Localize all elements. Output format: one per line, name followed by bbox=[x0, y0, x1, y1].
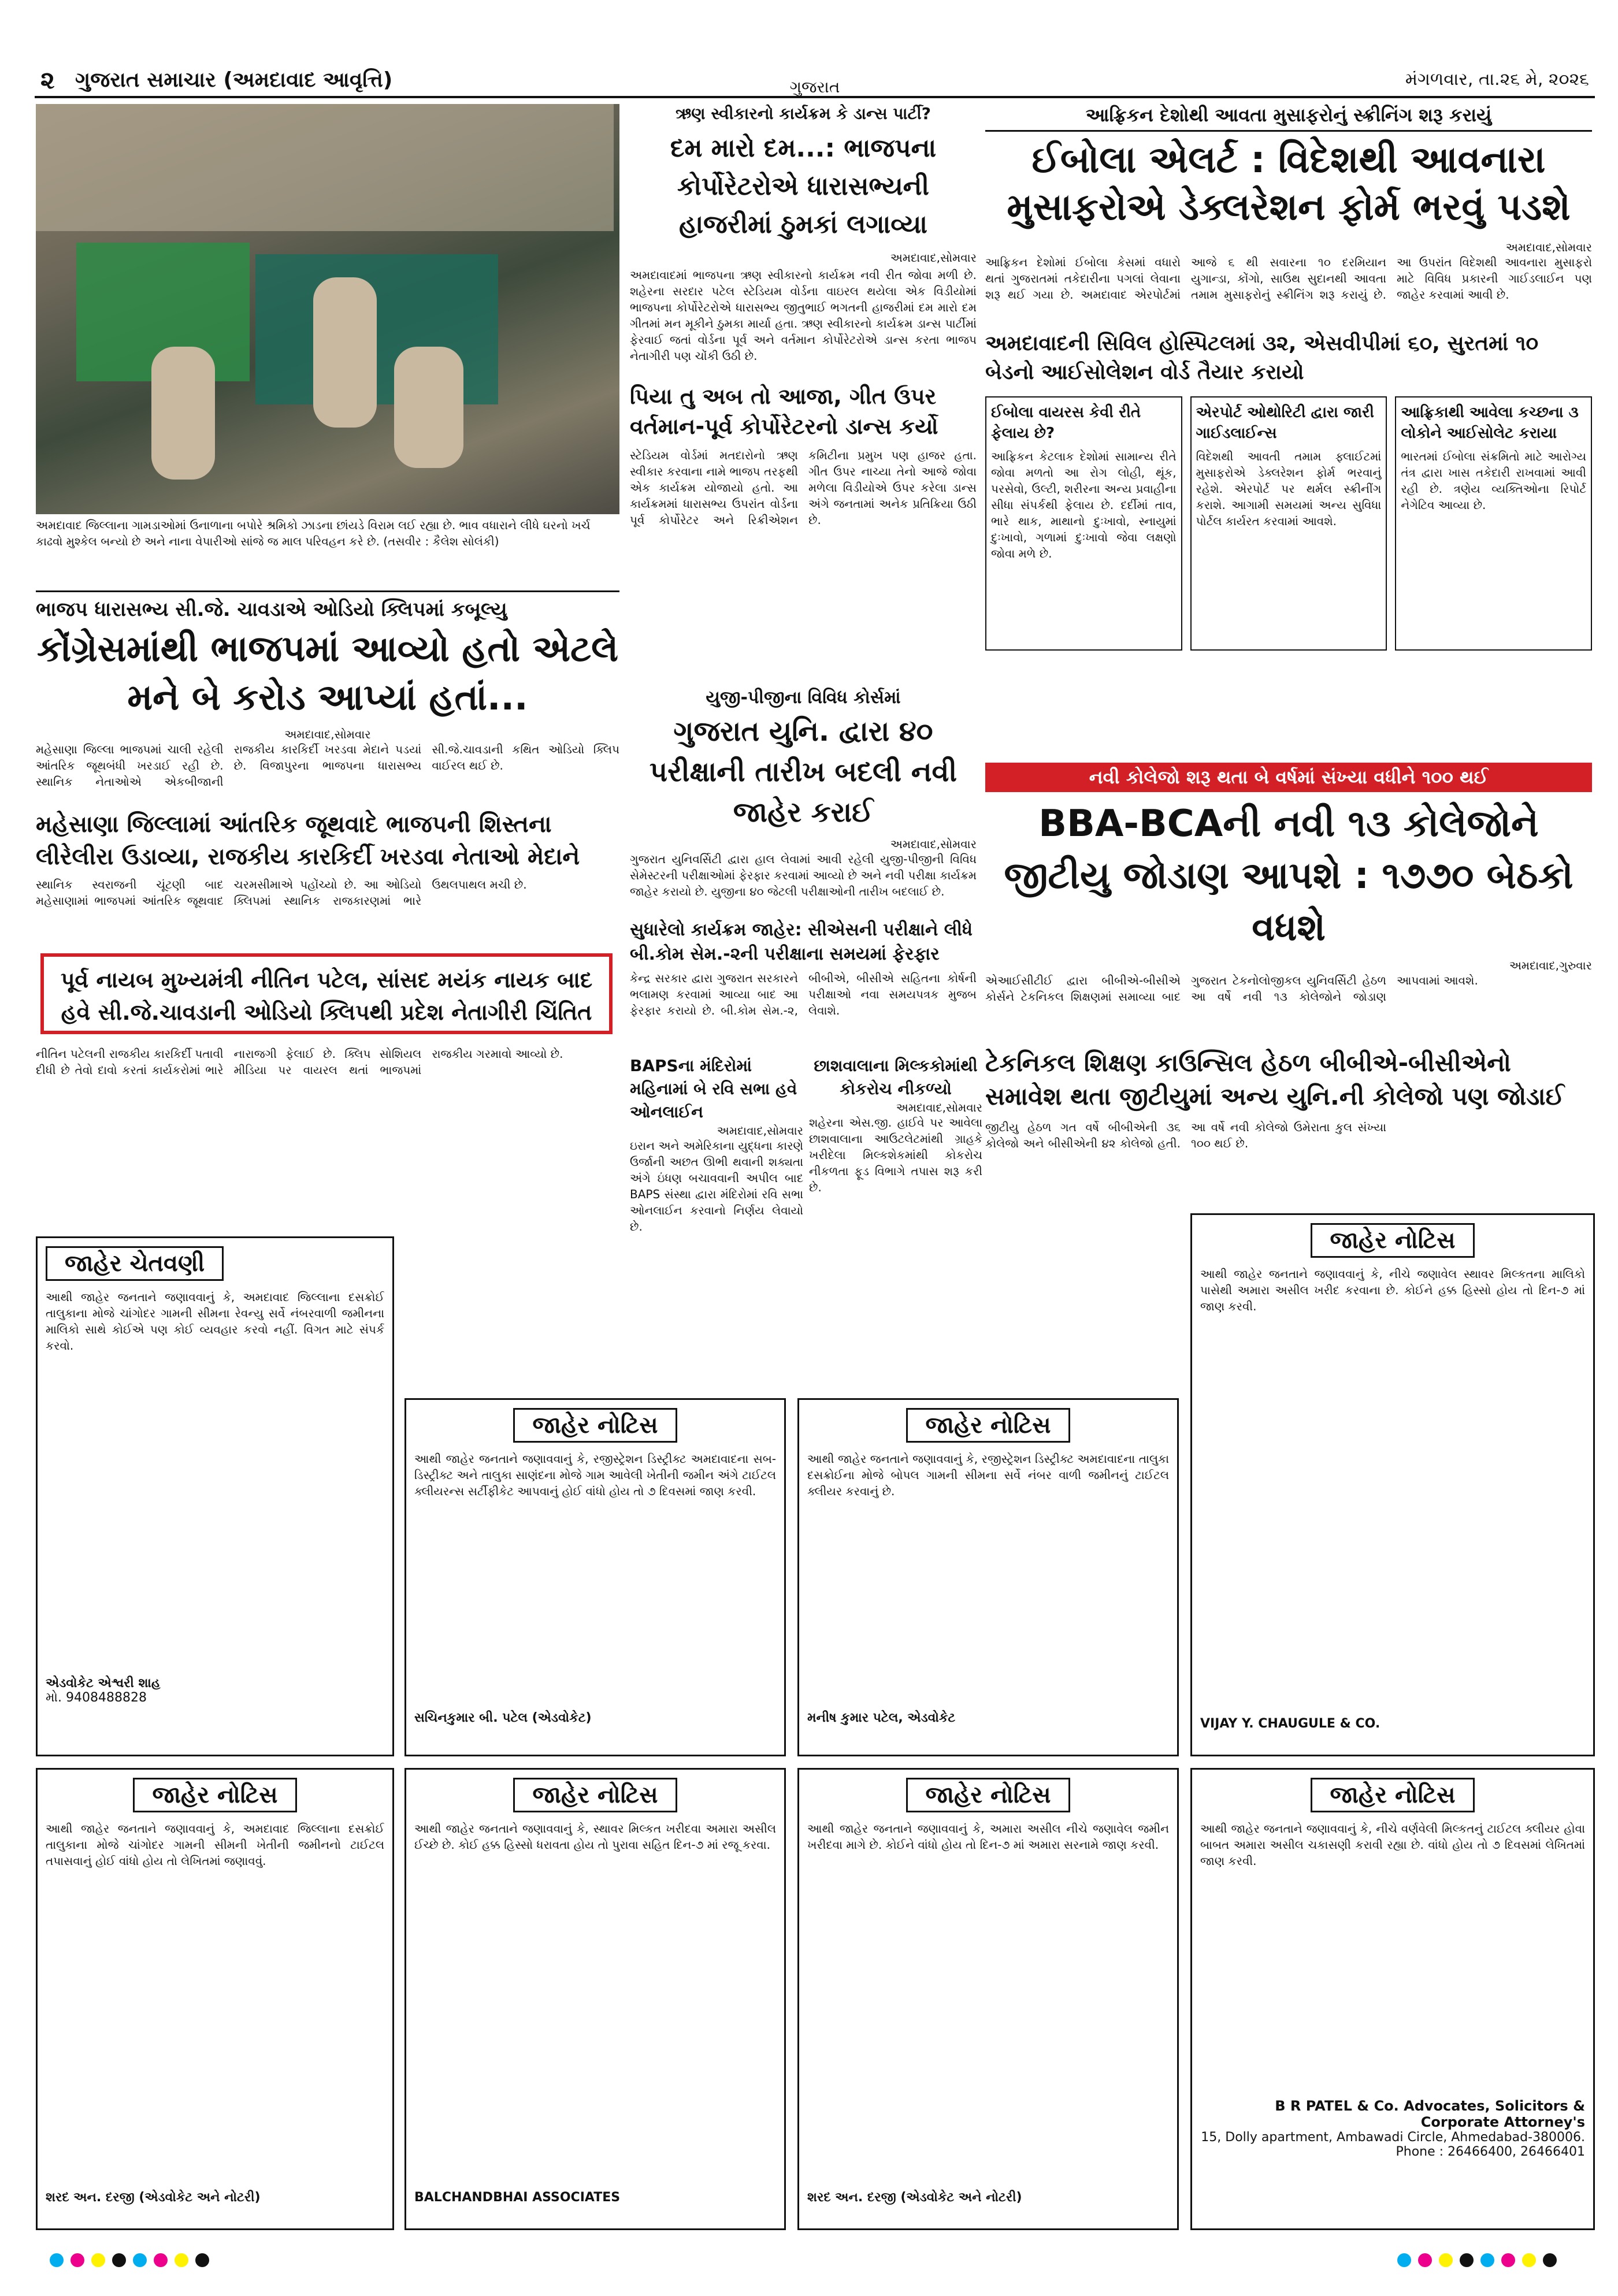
divider bbox=[36, 590, 619, 592]
story-cockroach bbox=[809, 1054, 982, 1257]
notice-title: જાહેર ચેતવણી bbox=[46, 1246, 224, 1281]
public-notice bbox=[797, 1768, 1179, 2230]
story-body: મહેસાણા જિલ્લા ભાજપમાં ચાલી રહેલી આંતરિક જૂથબંધી ખરડાઈ રહી છે. સ્થાનિક નેતાઓએ એકબીજાની રાજકીય કારકિર્દી ખરડવા મેદાને પડયાં છે. વિજાપુરના ભાજપના ધારાસભ્ય સી.જે.ચાવડાની કથિત ઓડિયો ક્લિપ વાઈરલ થઈ છે. bbox=[36, 742, 619, 789]
story-headline: BAPSના મંદિરોમાં મહિનામાં બે રવિ સભા હવે ઓનલાઈન bbox=[630, 1056, 797, 1121]
story-headline: દમ મારો દમ...: ભાજપના કોર્પોરેટરોએ ધારાસભ્યની હાજરીમાં ઠુમકાં લગાવ્યા bbox=[670, 133, 937, 239]
notice-signature: શરદ અન. દરજી (એડવોકેટ અને નોટરી) bbox=[46, 2190, 261, 2205]
story-body-2: સ્ટેડિયમ વોર્ડમાં મતદારોનો ઋણ સ્વીકાર કરવાના નામે ભાજપ તરફથી એક કાર્યક્રમ યોજાયો હતો. આ કાર્યક્રમમાં ધારાસભ્ય ઉપરાંત વોર્ડના પૂર્વ કોર્પોરેટર અને રિક્રીએશન કમિટીના પ્રમુખ પણ હાજર હતા. ગીત ઉપર નાચ્યા તેનો આજે જોવા મળેલા વિડીયોએ ઉપર કરેલા ડાન્સ અંગે જનતામાં અનેક પ્રતિક્રિયા ઉઠી છે. bbox=[630, 448, 977, 527]
story-bba bbox=[985, 763, 1592, 1208]
highlight-box: પૂર્વ નાયબ મુખ્યમંત્રી નીતિન પટેલ, સાંસદ મયંક નાયક બાદ હવે સી.જે.ચાવડાની ઓડિયો ક્લિપથી પ્રદેશ નેતાગીરી ચિંતિત bbox=[40, 953, 613, 1034]
story-subhead: પિયા તુ અબ તો આજા, ગીત ઉપર વર્તમાન-પૂર્વ કોર્પોરેટરનો ડાન્સ કર્યો bbox=[630, 384, 938, 439]
story-body-3: નીતિન પટેલની રાજકીય કારકિર્દી પતાવી દીધી છે તેવો દાવો કરતાં કાર્યકરોમાં ભારે નારાજગી ફેલાઈ છે. ક્લિપ સોશિયલ મીડિયા પર વાયરલ થતાં ભાજપમાં રાજકીય ગરમાવો આવ્યો છે. bbox=[36, 1047, 563, 1077]
info-box-body: ભારતમાં ઈબોલા સંક્રમિતો માટે આરોગ્ય તંત્ર દ્વારા ખાસ તકેદારી રાખવામાં આવી રહી છે. ત્રણેય વ્યક્તિઓના રિપોર્ટ નેગેટિવ આવ્યા છે. bbox=[1401, 449, 1587, 512]
story-dateline: અમદાવાદ,સોમવાર bbox=[284, 727, 371, 741]
story-body: શહેરના એસ.જી. હાઈવે પર આવેલા છાશવાલાના આઉટલેટમાંથી ગ્રાહકે ખરીદેલા મિલ્કશેકમાંથી કોકરોચ નીકળતા ફૂડ વિભાગે તપાસ શરૂ કરી છે. bbox=[809, 1116, 982, 1194]
news-photo bbox=[36, 104, 619, 514]
story-kicker: નવી કોલેજો શરૂ થતા બે વર્ષમાં સંખ્યા વધીને ૧૦૦ થઈ bbox=[985, 763, 1592, 792]
public-notice bbox=[404, 1398, 786, 1756]
notice-title: જાહેર નોટિસ bbox=[133, 1778, 296, 1812]
info-box bbox=[985, 396, 1182, 651]
story-subhead: અમદાવાદની સિવિલ હોસ્પિટલમાં ૩૨, એસવીપીમાં ૬૦, સુરતમાં ૧૦ બેડનો આઈસોલેશન વોર્ડ તૈયાર કરાયો bbox=[985, 332, 1539, 384]
notice-body: આથી જાહેર જનતાને જણાવવાનું કે, સ્થાવર મિલ્કત ખરીદવા અમારા અસીલ ઈચ્છે છે. કોઈ હક્ક હિસ્સો ધરાવતા હોય તો પુરાવા સહિત દિન-૭ માં રજૂ કરવા. bbox=[414, 1822, 776, 1852]
info-box bbox=[1190, 396, 1387, 651]
story-body-2: કેન્દ્ર સરકાર દ્વારા ગુજરાત સરકારને ભલામણ કરવામાં આવ્યા બાદ આ ફેરફાર કરાયો છે. બી.કોમ સેમ.-૨, બીબીએ, બીસીએ સહિતના કોર્ષની પરીક્ષાઓ નવા સમયપત્રક મુજબ લેવાશે. bbox=[630, 971, 977, 1017]
story-dateline: અમદાવાદ,સોમવાર bbox=[890, 251, 977, 265]
registration-marks bbox=[46, 2253, 393, 2276]
story-headline: ઈબોલા એલર્ટ : વિદેશથી આવનારા મુસાફરોએ ડેક્લરેશન ફોર્મ ભરવું પડશે bbox=[1007, 139, 1571, 229]
notice-signature: B R PATEL & Co. Advocates, Solicitors & Corporate Attorney's bbox=[1275, 2098, 1585, 2130]
newspaper-title: ગુજરાત સમાચાર (અમદાવાદ આવૃત્તિ) bbox=[75, 68, 393, 92]
story-body: ઇરાન અને અમેરિકાના યુદ્ધના કારણે ઉર્જાની અછત ઊભી થવાની શક્યતા અંગે ઇંધણ બચાવવાની અપીલ બાદ BAPS સંસ્થા દ્વારા મંદિરોમાં રવિ સભા ઓનલાઈન કરવાનો નિર્ણય લેવાયો છે. bbox=[630, 1139, 803, 1234]
notice-address: 15, Dolly apartment, Ambawadi Circle, Ahmedabad-380006. bbox=[1201, 2130, 1585, 2145]
story-baps bbox=[630, 1054, 803, 1257]
notice-title: જાહેર નોટિસ bbox=[513, 1408, 677, 1443]
notice-signature: મનીષ કુમાર પટેલ, એડવોકેટ bbox=[807, 1711, 956, 1725]
section-label: ગુજરાત bbox=[789, 77, 840, 96]
notice-body: આથી જાહેર જનતાને જણાવવાનું કે, અમદાવાદ જિલ્લાના દસક્રોઈ તાલુકાના મોજે ચાંગોદર ગામની સીમના રેવન્યુ સર્વે નંબરવાળી જમીનના માલિકો સાથે કોઈએ પણ કોઈ વ્યવહાર કરવો નહીં. વિગત માટે સંપર્ક કરવો. bbox=[46, 1290, 384, 1353]
story-body: એઆઈસીટીઈ દ્વારા બીબીએ-બીસીએ કોર્સને ટેકનિકલ શિક્ષણમાં સમાવ્યા બાદ ગુજરાત ટેકનોલોજીકલ યુનિવર્સિટી હેઠળ આ વર્ષે નવી ૧૩ કોલેજોને જોડાણ આપવામાં આવશે. bbox=[985, 974, 1478, 1004]
story-subhead: સુધારેલો કાર્યક્રમ જાહેર: સીએસની પરીક્ષાને લીધે બી.કોમ સેમ.-૨ની પરીક્ષાના સમયમાં ફેરફાર bbox=[630, 920, 973, 964]
notice-title: જાહેર નોટિસ bbox=[1311, 1778, 1474, 1812]
notice-title: જાહેર નોટિસ bbox=[906, 1408, 1070, 1443]
info-box-title: ઈબોલા વાયરસ કેવી રીતે ફેલાય છે? bbox=[991, 404, 1141, 442]
story-kicker: ભાજપ ધારાસભ્ય સી.જે. ચાવડાએ ઓડિયો ક્લિપમાં કબૂલ્યુ bbox=[36, 598, 507, 621]
notice-body: આથી જાહેર જનતાને જણાવવાનું કે, રજીસ્ટ્રેશન ડિસ્ટ્રીક્ટ અમદાવાદના તાલુકા દસક્રોઈના મોજે બોપલ ગામની સીમના સર્વે નંબર વાળી જમીનનું ટાઈટલ ક્લીયર કરવાનું છે. bbox=[807, 1452, 1169, 1498]
photo-caption: અમદાવાદ જિલ્લાના ગામડાઓમાં ઉનાળાના બપોરે શ્રમિકો ઝાડના છાંયડે વિરામ લઈ રહ્યા છે. ભાવ વધારાને લીધે ઘરનો ખર્ચ કાઢવો મુશ્કેલ બન્યો છે અને નાના વેપારીઓ સાંજે જ માલ પરિવહન કરે છે. (તસવીર : કૈલેશ સોલંકી) bbox=[36, 518, 591, 548]
public-notice bbox=[797, 1398, 1179, 1756]
notice-signature: શરદ અન. દરજી (એડવોકેટ અને નોટરી) bbox=[807, 2190, 1022, 2205]
notice-phone: Phone : 26466400, 26466401 bbox=[1396, 2145, 1585, 2159]
story-univ bbox=[630, 688, 977, 1046]
registration-marks bbox=[1214, 2253, 1560, 2276]
public-notice bbox=[36, 1768, 394, 2230]
public-notice bbox=[1190, 1213, 1595, 1756]
story-subhead: ટેકનિકલ શિક્ષણ કાઉન્સિલ હેઠળ બીબીએ-બીસીએનો સમાવેશ થતા જીટીયુમાં અન્ય યુનિ.ની કોલેજો પણ જોડાઈ bbox=[985, 1049, 1565, 1110]
notice-body: આથી જાહેર જનતાને જણાવવાનું કે, અમારા અસીલ નીચે જણાવેલ જમીન ખરીદવા માગે છે. કોઈને વાંધો હોય તો દિન-૭ માં અમારા સરનામે જાણ કરવી. bbox=[807, 1822, 1169, 1852]
notice-body: આથી જાહેર જનતાને જણાવવાનું કે, અમદાવાદ જિલ્લાના દસક્રોઈ તાલુકાના મોજે ચાંગોદર ગામની સીમની ખેતીની જમીનનો ટાઈટલ તપાસવાનું હોઈ વાંધો હોય તો લેખિતમાં જણાવવું. bbox=[46, 1822, 384, 1868]
story-body: ગુજરાત યુનિવર્સિટી દ્વારા હાલ લેવામાં આવી રહેલી યુજી-પીજીની વિવિધ સેમેસ્ટરની પરીક્ષાઓમાં ફેરફાર કરવામાં આવ્યો છે અને નવી પરીક્ષા કાર્યક્રમ જાહેર કરાયો છે. યુજીના ૪૦ જેટલી પરીક્ષાઓની તારીખ બદલાઈ છે. bbox=[630, 852, 977, 898]
notice-body: આથી જાહેર જનતાને જણાવવાનું કે, રજીસ્ટ્રેશન ડિસ્ટ્રીક્ટ અમદાવાદના સબ-ડિસ્ટ્રીક્ટ અને તાલુકા સાણંદના મોજે ગામ આવેલી ખેતીની જમીન અંગે ટાઈટલ ક્લીયરન્સ સર્ટીફીકેટ આપવાનું હોઈ વાંધો હોય તો ૭ દિવસમાં જાણ કરવી. bbox=[414, 1452, 776, 1498]
story-body-2: સ્થાનિક સ્વરાજની ચૂંટણી બાદ મહેસાણામાં ભાજપમાં આંતરિક જૂથવાદ ચરમસીમાએ પહોંચ્યો છે. આ ઓડિયો ક્લિપમાં સ્થાનિક રાજકારણમાં ભારે ઉથલપાથલ મચી છે. bbox=[36, 878, 527, 908]
notice-phone: મો. 9408488828 bbox=[46, 1691, 147, 1705]
info-box-body: વિદેશથી આવતી તમામ ફ્લાઈટમાં મુસાફરોએ ડેક્લરેશન ફોર્મ ભરવાનું રહેશે. એરપોર્ટ પર થર્મલ સ્ક્રીનીંગ કરાશે. આગામી સમયમાં અન્ય સુવિધા પોર્ટલ કાર્યરત કરવામાં આવશે. bbox=[1196, 449, 1382, 528]
story-headline: BBA-BCAની નવી ૧૩ કોલેજોને જીટીયુ જોડાણ આપશે : ૧૭૭૦ બેઠકો વધશે bbox=[1004, 803, 1574, 949]
story-body-2: જીટીયુ હેઠળ ગત વર્ષે બીબીએની ૩૬ કોલેજો અને બીસીએની ૪૨ કોલેજો હતી. આ વર્ષે નવી કોલેજો ઉમેરાતા કુલ સંખ્યા ૧૦૦ થઈ છે. bbox=[985, 1120, 1386, 1150]
story-body: અમદાવાદમાં ભાજપના ઋણ સ્વીકારનો કાર્યક્રમ નવી રીત જોવા મળી છે. શહેરના સરદાર પટેલ સ્ટેડિયમ વોર્ડના વાઇરલ થયેલા એક વિડીયોમાં ભાજપના કોર્પોરેટરોએ ધારાસભ્ય જીતુભાઈ ભગતની હાજરીમાં દમ મારો દમ ગીતમાં મન મૂકીને ઠુમકા માર્યા હતા. ઋણ સ્વીકારનો કાર્યક્રમ ડાન્સ પાર્ટીમાં ફેરવાઈ જતાં વોર્ડના પૂર્વ અને વર્તમાન કોર્પોરેટરોએ ડાન્સ કરતા ભાજપ નેતાગીરી પણ ચોંકી ઉઠી છે. bbox=[630, 268, 977, 363]
story-subhead: મહેસાણા જિલ્લામાં આંતરિક જૂથવાદે ભાજપની શિસ્તના લીરેલીરા ઉડાવ્યા, રાજકીય કારકિર્દી ખરડવા નેતાઓ મેદાને bbox=[36, 811, 580, 870]
notice-signature: VIJAY Y. CHAUGULE & CO. bbox=[1200, 1717, 1381, 1731]
public-notice bbox=[36, 1236, 394, 1756]
info-box bbox=[1395, 396, 1592, 651]
story-headline: ગુજરાત યુનિ. દ્વારા ૪૦ પરીક્ષાની તારીખ બદલી નવી જાહેર કરાઈ bbox=[649, 715, 958, 829]
notice-body: આથી જાહેર જનતાને જણાવવાનું કે, નીચે વર્ણવેલી મિલ્કતનું ટાઈટલ ક્લીયર હોવા બાબત અમારા અસીલ ચકાસણી કરાવી રહ્યા છે. વાંધો હોય તો ૭ દિવસમાં લેખિતમાં જાણ કરવી. bbox=[1200, 1822, 1585, 1868]
notice-signature: સચિનકુમાર બી. પટેલ (એડવોકેટ) bbox=[414, 1711, 592, 1725]
public-notice bbox=[1190, 1768, 1595, 2230]
story-kicker: ઋણ સ્વીકારનો કાર્યક્રમ કે ડાન્સ પાર્ટી? bbox=[675, 104, 931, 123]
notice-body: આથી જાહેર જનતાને જણાવવાનું કે, નીચે જણાવેલ સ્થાવર મિલ્કતના માલિકો પાસેથી અમારા અસીલ ખરીદ કરવાના છે. કોઈને હક્ક હિસ્સો હોય તો દિન-૭ માં જાણ કરવી. bbox=[1200, 1267, 1585, 1313]
info-box-title: એરપોર્ટ ઓથોરિટી દ્વારા જારી ગાઈડલાઈન્સ bbox=[1196, 404, 1374, 442]
story-headline: કોંગ્રેસમાંથી ભાજપમાં આવ્યો હતો એટલે મને બે કરોડ આપ્યાં હતાં... bbox=[37, 627, 618, 718]
story-dateline: અમદાવાદ,સોમવાર bbox=[896, 1101, 982, 1114]
story-dateline: અમદાવાદ,સોમવાર bbox=[890, 837, 977, 851]
public-notice bbox=[404, 1768, 786, 2230]
story-kicker: આફ્રિકન દેશોથી આવતા મુસાફરોનું સ્ક્રીનિંગ શરૂ કરાયું bbox=[985, 104, 1592, 132]
notice-title: જાહેર નોટિસ bbox=[1311, 1223, 1474, 1258]
issue-date: મંગળવાર, તા.૨૬ મે, ૨૦૨૬ bbox=[1405, 69, 1589, 90]
notice-title: જાહેર નોટિસ bbox=[513, 1778, 677, 1812]
notice-signature: BALCHANDBHAI ASSOCIATES bbox=[414, 2190, 621, 2205]
story-headline: છાશવાલાના મિલ્કકોમાંથી કોકરોચ નીકળ્યો bbox=[814, 1056, 978, 1098]
story-ebola bbox=[985, 104, 1592, 757]
notice-signature: એડવોકેટ એશ્વરી શાહ bbox=[46, 1676, 161, 1691]
story-dateline: અમદાવાદ,સોમવાર bbox=[717, 1124, 803, 1138]
page-number: ૨ bbox=[40, 66, 55, 94]
info-box-body: આફ્રિકન કેટલાક દેશોમાં સામાન્ય રીતે જોવા મળતો આ રોગ લોહી, થૂંક, પરસેવો, ઉલ્ટી, શરીરના અન્ય પ્રવાહીના સીધા સંપર્કથી ફેલાય છે. દર્દીમાં તાવ, ભારે થાક, માથાનો દુઃખાવો, સ્નાયુમાં દુઃખાવો, ગળામાં દુઃખાવો જેવા લક્ષણો જોવા મળે છે. bbox=[991, 449, 1177, 560]
story-kicker: યુજી-પીજીના વિવિધ કોર્સમાં bbox=[706, 688, 901, 708]
story-body: આફ્રિકન દેશોમાં ઈબોલા કેસમાં વધારો થતાં ગુજરાતમાં તકેદારીના પગલાં લેવાના શરૂ થઈ ગયા છે. અમદાવાદ એરપોર્ટમાં આજે ૬ થી સવારના ૧૦ દરમિયાન યુગાન્ડા, કોંગો, સાઉથ સુદાનથી આવતા તમામ મુસાફરોનું સ્ક્રીનિંગ શરૂ કરાયું છે. આ ઉપરાંત વિદેશથી આવનારા મુસાફરો માટે વિવિધ પ્રકારની ગાઈડલાઈન પણ જાહેર કરવામાં આવી છે. bbox=[985, 255, 1592, 302]
story-dateline: અમદાવાદ,સોમવાર bbox=[1505, 240, 1592, 254]
story-dateline: અમદાવાદ,ગુરુવાર bbox=[1509, 958, 1592, 972]
notice-title: જાહેર નોટિસ bbox=[906, 1778, 1070, 1812]
info-box-title: આફ્રિકાથી આવેલા કચ્છના ૩ લોકોને આઈસોલેટ કરાયા bbox=[1401, 404, 1579, 442]
story-dance bbox=[630, 104, 977, 682]
